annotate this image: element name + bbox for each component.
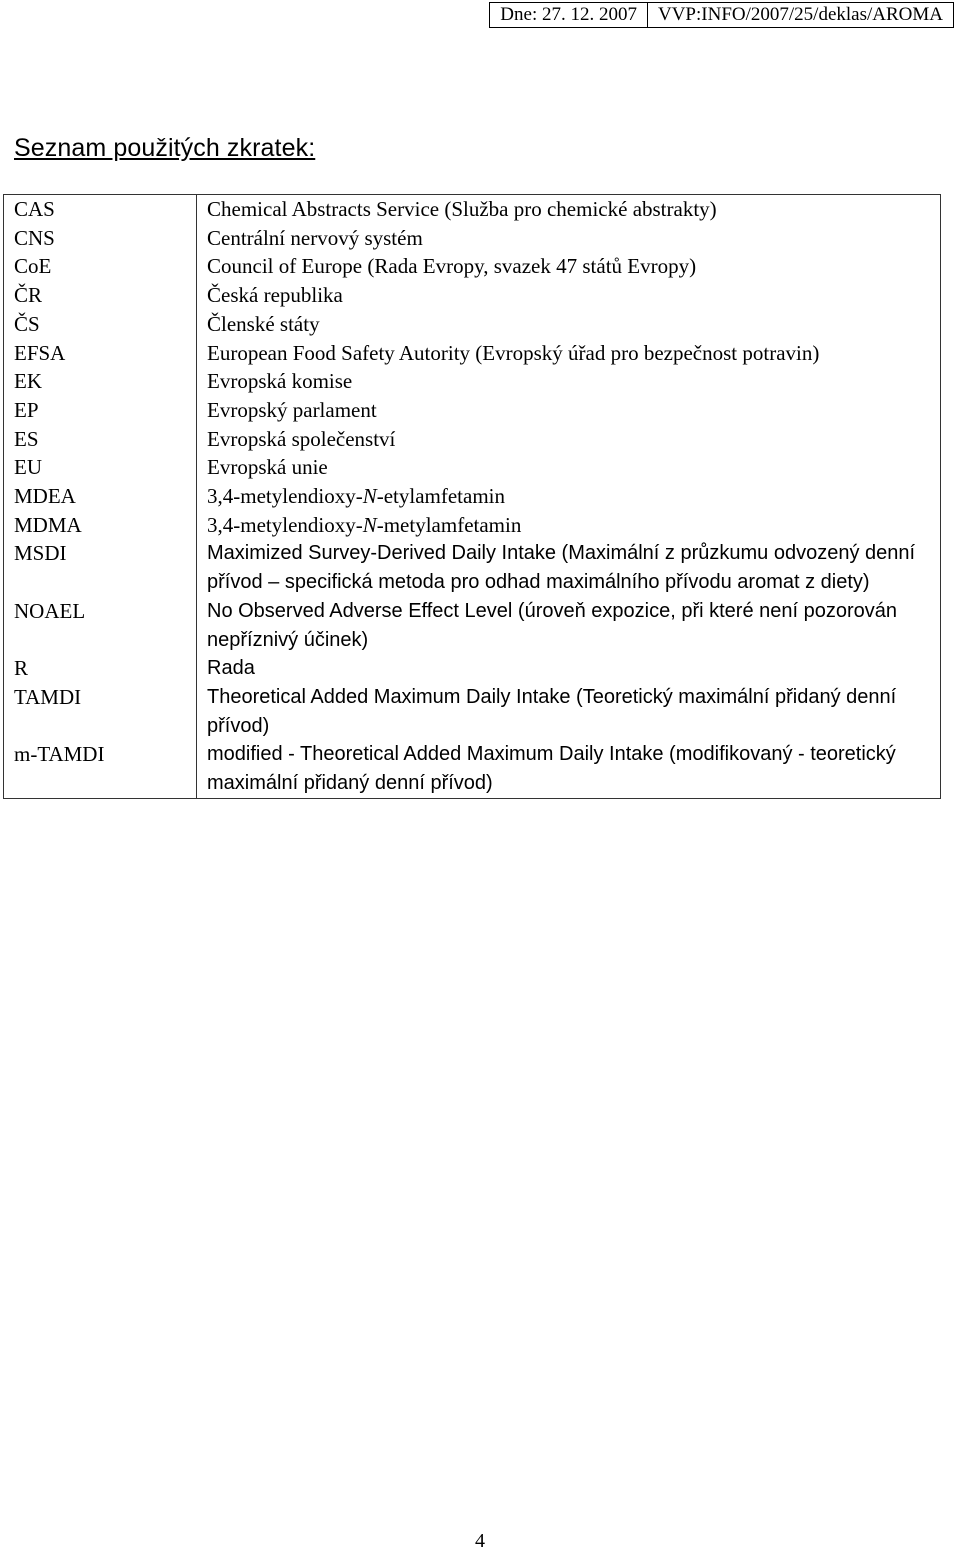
abbreviation-cell: CoE xyxy=(4,252,197,281)
abbreviation-cell: MDMA xyxy=(4,511,197,540)
definition-cell xyxy=(197,224,941,253)
definition-text: No Observed Adverse Effect Level (úroveň expozice, při které není pozorován nepříznivý účinek) xyxy=(207,599,898,651)
abbreviation-cell: EU xyxy=(4,453,197,482)
definition-cell xyxy=(197,425,941,454)
definition-cell xyxy=(197,654,941,683)
definition-text: Členské státy xyxy=(207,311,320,336)
definition-text: Rada xyxy=(207,657,255,680)
definition-cell xyxy=(197,195,941,224)
abbreviation-cell: MSDI xyxy=(4,539,197,596)
definition-text: Council of Europe (Rada Evropy, svazek 47 států Evropy) xyxy=(207,254,697,279)
definition-cell xyxy=(197,281,941,310)
definition-text: Evropská komise xyxy=(207,369,353,394)
abbreviation-cell: ES xyxy=(4,425,197,454)
table-row xyxy=(4,310,941,339)
table-row xyxy=(4,224,941,253)
definition-cell xyxy=(197,539,941,596)
table-row xyxy=(4,683,941,740)
definition-cell xyxy=(197,252,941,281)
table-row xyxy=(4,252,941,281)
table-row xyxy=(4,453,941,482)
page-number: 4 xyxy=(475,1530,485,1552)
definition-text: 3,4-metylendioxy- xyxy=(207,512,363,537)
abbreviation-cell: EP xyxy=(4,396,197,425)
table-row xyxy=(4,597,941,654)
definition-cell xyxy=(197,597,941,654)
definition-cell xyxy=(197,740,941,798)
table-row xyxy=(4,511,941,540)
definition-text: Maximized Survey-Derived Daily Intake (Maximální z průzkumu odvozený denní přívod – specifická metoda pro odhad maximálního přívodu aromat z diety) xyxy=(207,542,916,594)
page-title: Seznam použitých zkratek: xyxy=(14,134,316,162)
table-row xyxy=(4,396,941,425)
abbreviation-cell: CAS xyxy=(4,195,197,224)
definition-cell xyxy=(197,511,941,540)
table-row xyxy=(4,539,941,596)
table-row xyxy=(4,482,941,511)
abbreviation-cell: MDEA xyxy=(4,482,197,511)
header-reference: VVP:INFO/2007/25/deklas/AROMA xyxy=(647,3,953,27)
abbreviation-cell: ČR xyxy=(4,281,197,310)
table-row xyxy=(4,367,941,396)
table-row xyxy=(4,195,941,224)
abbreviation-cell: ČS xyxy=(4,310,197,339)
abbreviation-cell: R xyxy=(4,654,197,683)
abbreviation-cell: m-TAMDI xyxy=(4,740,197,798)
abbreviation-cell: TAMDI xyxy=(4,683,197,740)
definition-text: 3,4-metylendioxy- xyxy=(207,484,363,509)
abbreviation-cell: NOAEL xyxy=(4,597,197,654)
definition-text: Evropská společenství xyxy=(207,426,396,451)
definition-text: Česká republika xyxy=(207,283,343,308)
definition-text-tail: -etylamfetamin xyxy=(376,484,506,509)
abbreviations-table xyxy=(3,194,941,799)
abbreviations-table-body xyxy=(4,195,941,799)
definition-cell xyxy=(197,482,941,511)
table-row xyxy=(4,281,941,310)
table-row xyxy=(4,425,941,454)
table-row xyxy=(4,740,941,798)
abbreviation-cell: EK xyxy=(4,367,197,396)
definition-italic: N xyxy=(362,484,377,509)
table-row xyxy=(4,654,941,683)
definition-cell xyxy=(197,683,941,740)
definition-text: European Food Safety Autority (Evropský úřad pro bezpečnost potravin) xyxy=(207,340,820,365)
definition-italic: N xyxy=(362,512,377,537)
definition-cell xyxy=(197,310,941,339)
definition-text: Evropská unie xyxy=(207,455,328,480)
definition-text: Chemical Abstracts Service (Služba pro chemické abstrakty) xyxy=(207,197,717,221)
definition-text: Theoretical Added Maximum Daily Intake (Teoretický maximální přidaný denní přívod) xyxy=(207,685,897,737)
definition-text: Centrální nervový systém xyxy=(207,225,423,250)
definition-cell xyxy=(197,453,941,482)
table-row xyxy=(4,339,941,368)
definition-text: modified - Theoretical Added Maximum Daily Intake (modifikovaný - teoretický maximální přidaný denní přívod) xyxy=(207,743,896,795)
definition-text-tail: -metylamfetamin xyxy=(376,512,522,537)
definition-cell xyxy=(197,367,941,396)
definition-text: Evropský parlament xyxy=(207,397,377,422)
header-date: Dne: 27. 12. 2007 xyxy=(500,4,637,25)
abbreviation-cell: EFSA xyxy=(4,339,197,368)
document-header xyxy=(489,2,954,28)
definition-cell xyxy=(197,396,941,425)
definition-cell xyxy=(197,339,941,368)
abbreviation-cell: CNS xyxy=(4,224,197,253)
